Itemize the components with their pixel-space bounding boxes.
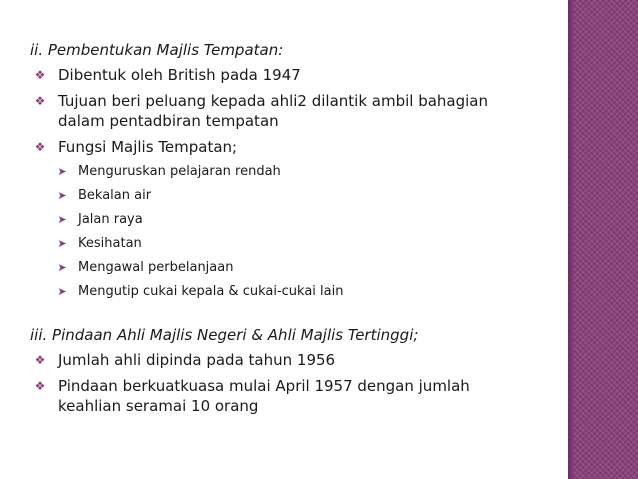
sub-bullet-item xyxy=(30,259,530,277)
sub-bullet-item-text: Bekalan air xyxy=(78,188,152,203)
sub-bullet-item xyxy=(30,163,530,181)
bullet-item-text: Tujuan beri peluang kepada ahli2 dilantik ambil bahagian dalam pentadbiran tempatan xyxy=(58,92,489,130)
bullet-item xyxy=(30,376,530,416)
section-heading-pembentukan: ii. Pembentukan Majlis Tempatan: xyxy=(30,41,284,59)
bullet-item-text: Fungsi Majlis Tempatan; xyxy=(58,138,238,156)
sub-bullet-item xyxy=(30,283,530,301)
bullet-item-text: Jumlah ahli dipinda pada tahun 1956 xyxy=(58,351,336,369)
arrowhead-icon: ➤ xyxy=(57,285,67,298)
arrowhead-icon: ➤ xyxy=(57,237,67,250)
arrowhead-icon: ➤ xyxy=(57,213,67,226)
sub-bullet-item xyxy=(30,187,530,205)
sub-bullet-item xyxy=(30,235,530,253)
slide-content xyxy=(30,40,530,422)
sub-bullet-item-text: Mengutip cukai kepala & cukai-cukai lain xyxy=(78,284,344,299)
arrowhead-icon: ➤ xyxy=(57,165,67,178)
bullet-item xyxy=(30,65,530,85)
bullet-item xyxy=(30,137,530,157)
arrowhead-icon: ➤ xyxy=(57,261,67,274)
bullet-item xyxy=(30,91,530,131)
diamond-flower-icon: ❖ xyxy=(34,94,46,108)
diamond-flower-icon: ❖ xyxy=(34,379,46,393)
diamond-flower-icon: ❖ xyxy=(34,353,46,367)
bullet-item xyxy=(30,350,530,370)
diamond-flower-icon: ❖ xyxy=(34,140,46,154)
arrowhead-icon: ➤ xyxy=(57,189,67,202)
sub-bullet-item xyxy=(30,211,530,229)
sub-bullet-item-text: Jalan raya xyxy=(78,212,143,227)
diamond-flower-icon: ❖ xyxy=(34,68,46,82)
sub-bullet-item-text: Kesihatan xyxy=(78,236,142,251)
sub-bullet-item-text: Mengawal perbelanjaan xyxy=(78,260,234,275)
decorative-side-band xyxy=(568,0,638,479)
bullet-item-text: Pindaan berkuatkuasa mulai April 1957 dengan jumlah keahlian seramai 10 orang xyxy=(58,377,470,415)
section-heading-pindaan: iii. Pindaan Ahli Majlis Negeri & Ahli Majlis Tertinggi; xyxy=(30,326,419,344)
sub-bullet-item-text: Menguruskan pelajaran rendah xyxy=(78,164,281,179)
bullet-item-text: Dibentuk oleh British pada 1947 xyxy=(58,66,301,84)
